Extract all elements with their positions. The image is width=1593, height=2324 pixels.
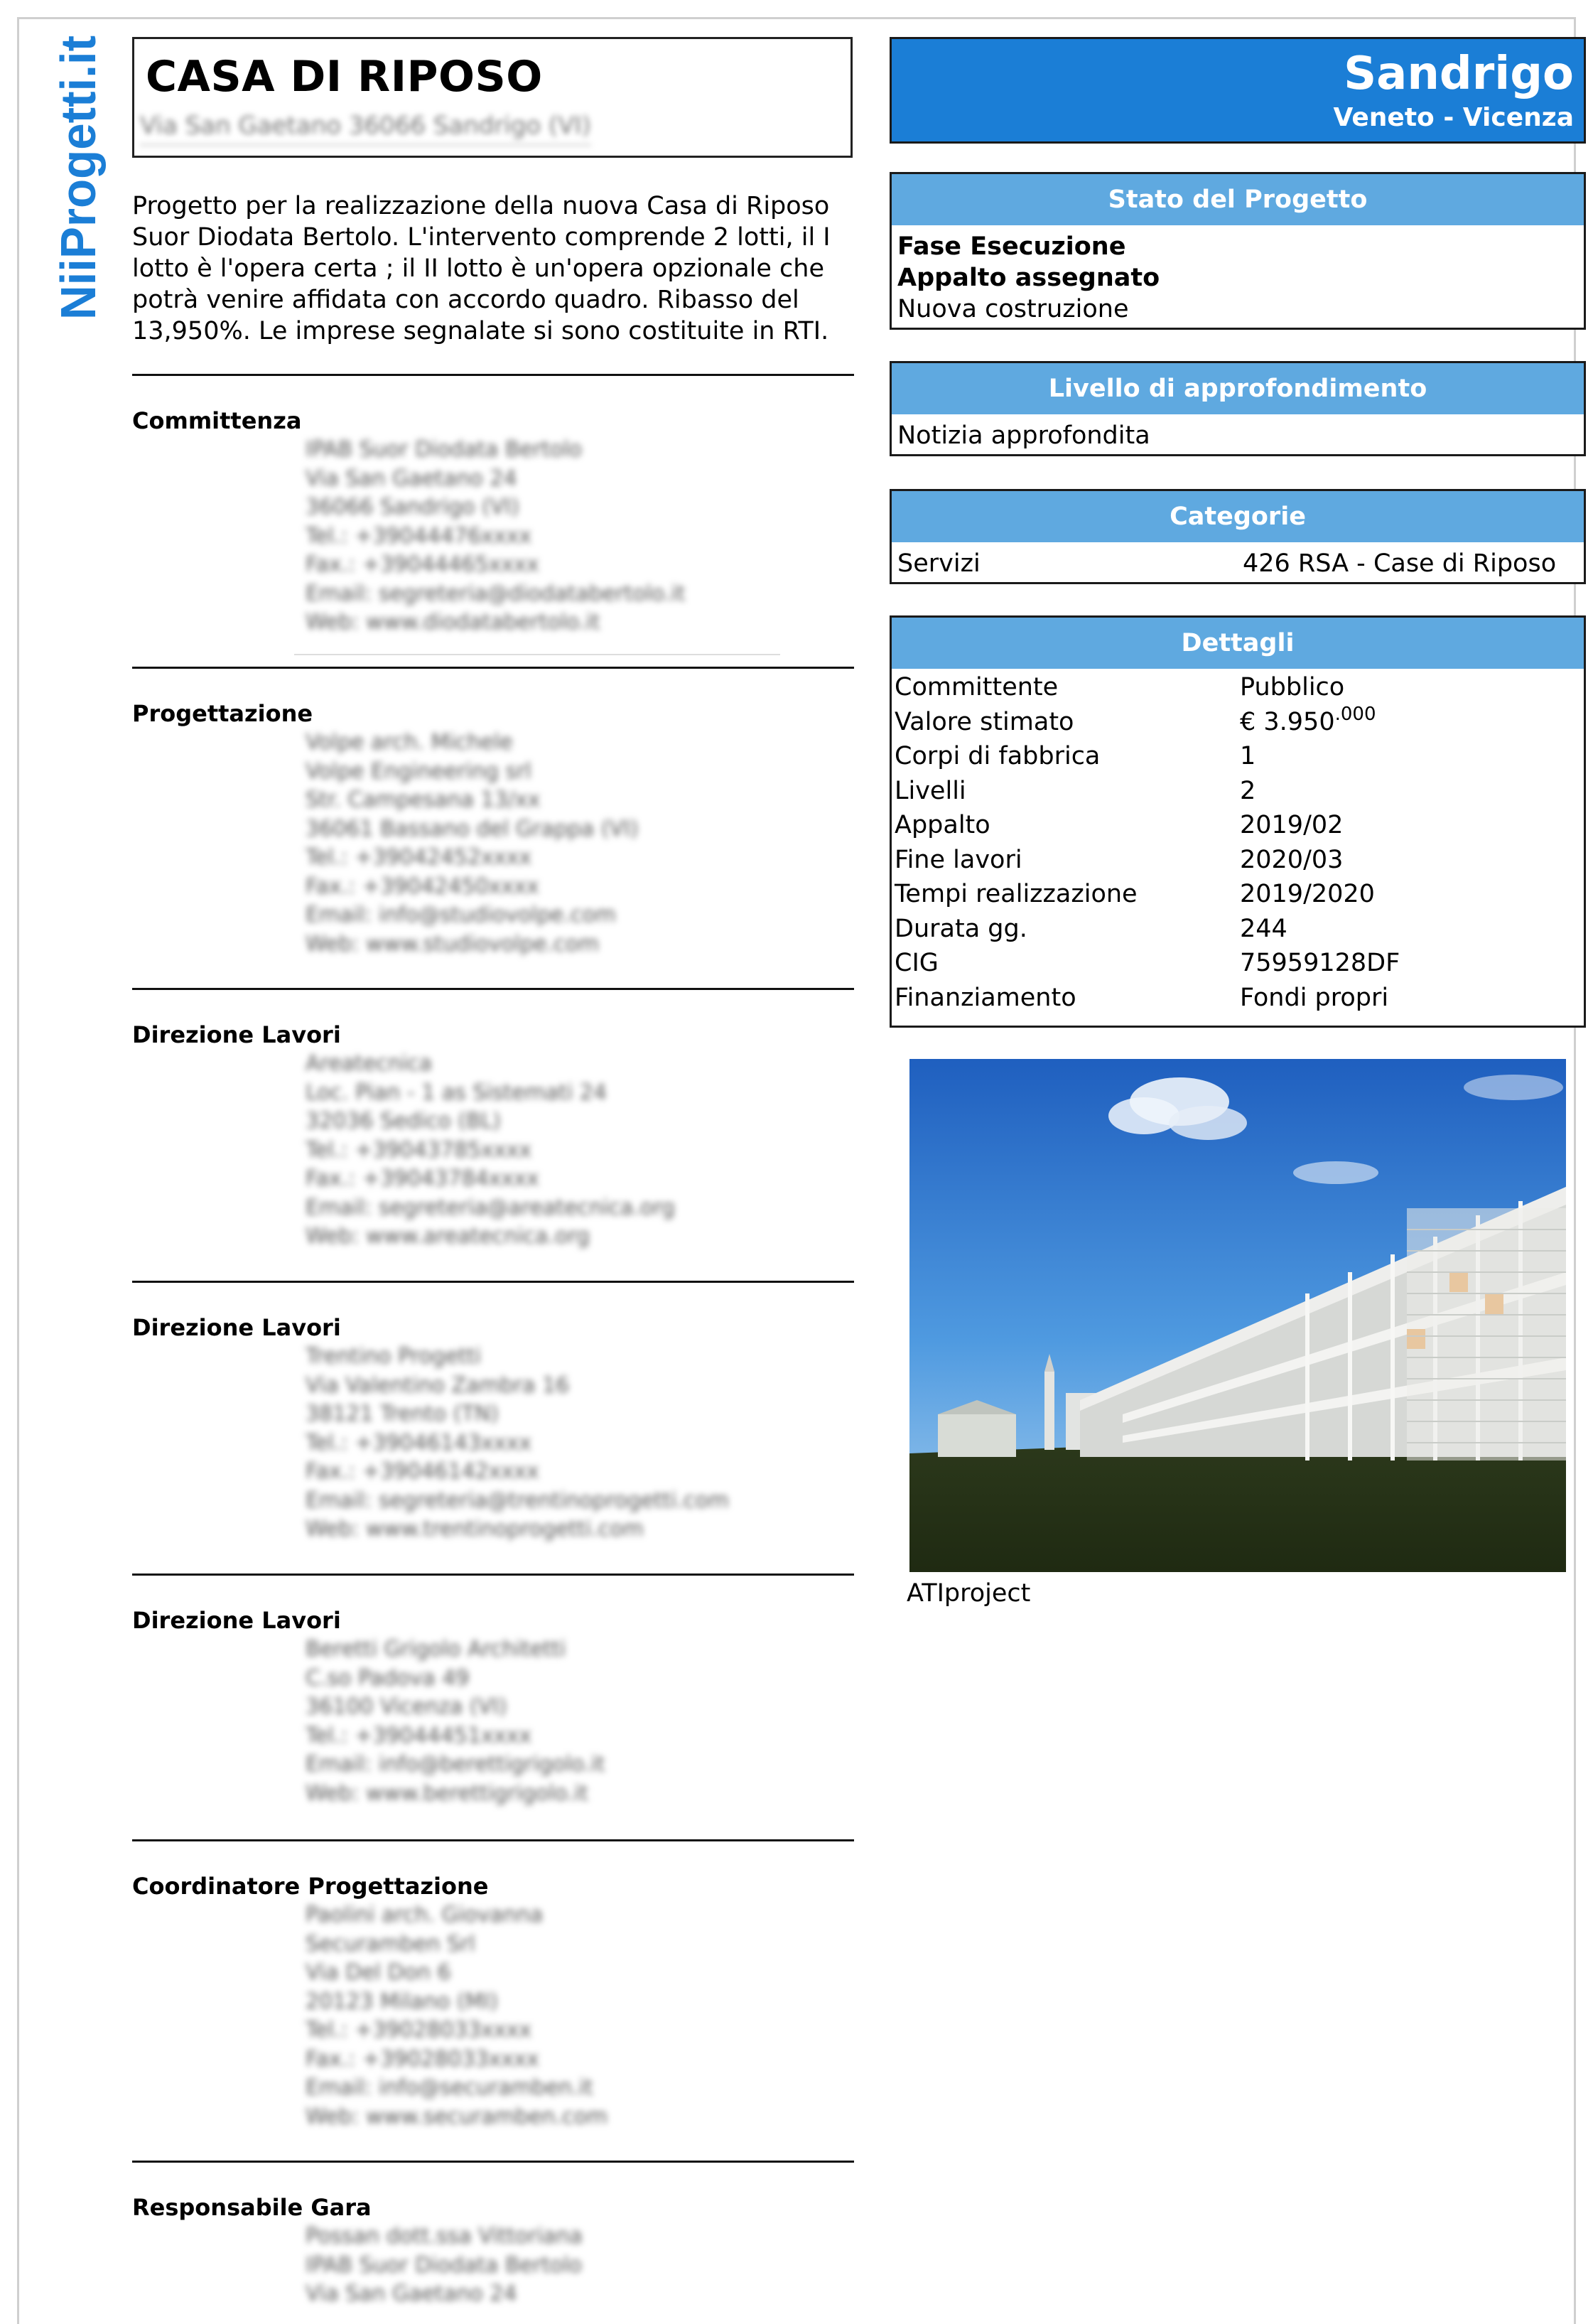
contact-line: Web: www.areatecnica.org <box>306 1224 590 1249</box>
detail-value-text: € 3.950 <box>1240 707 1335 736</box>
detail-key: CIG <box>895 949 939 977</box>
contact-line: Fax.: +39028033xxxx <box>306 2046 539 2072</box>
photo-caption: ATIproject <box>907 1579 1031 1608</box>
detail-value-text: 2019/02 <box>1240 811 1344 839</box>
detail-value <box>1240 981 1581 1016</box>
detail-row <box>895 670 1581 705</box>
categoria-label: Servizi <box>897 549 981 578</box>
contact-section <box>132 1573 854 1806</box>
dettagli-header: Dettagli <box>892 618 1584 669</box>
brand-logo[interactable] <box>43 28 114 320</box>
contact-line: Volpe arch. Michele <box>306 730 513 755</box>
contact-line: Email: segreteria@diodatabertolo.it <box>306 581 686 606</box>
contact-line: Tel.: +39046143xxxx <box>306 1430 532 1456</box>
contact-section <box>132 374 854 635</box>
contact-section <box>132 988 854 1249</box>
detail-value <box>1240 739 1581 774</box>
contact-section <box>132 1281 854 1542</box>
livello-header: Livello di approfondimento <box>892 363 1584 414</box>
contact-line: Web: www.studiovolpe.com <box>306 931 600 957</box>
stato-appalto: Appalto assegnato <box>897 264 1160 292</box>
contact-line: Volpe Engineering srl <box>306 758 531 784</box>
detail-value <box>1240 912 1581 947</box>
detail-key: Corpi di fabbrica <box>895 742 1101 770</box>
page-title: CASA DI RIPOSO <box>146 52 543 102</box>
detail-key: Valore stimato <box>895 707 1074 736</box>
contact-details <box>306 1635 605 1808</box>
contact-line: Email: segreteria@areatecnica.org <box>306 1195 675 1220</box>
contact-line: Email: segreteria@trentinoprogetti.com <box>306 1488 729 1513</box>
detail-value-text: 2019/2020 <box>1240 880 1375 908</box>
contact-line: C.so Padova 49 <box>306 1665 470 1691</box>
stato-header: Stato del Progetto <box>892 174 1584 225</box>
detail-key: Appalto <box>895 811 990 839</box>
contact-line: Web: www.securamben.com <box>306 2104 608 2129</box>
contact-line: IPAB Suor Diodata Bertolo <box>306 437 583 462</box>
detail-value <box>1240 843 1581 878</box>
detail-key: Durata gg. <box>895 914 1027 943</box>
detail-row <box>895 981 1581 1016</box>
detail-value-text: 2 <box>1240 776 1256 805</box>
stato-tipo: Nuova costruzione <box>897 295 1129 323</box>
contact-line: 32036 Sedico (BL) <box>306 1109 501 1134</box>
detail-row <box>895 774 1581 809</box>
contact-line: Via Valentino Zambra 16 <box>306 1372 570 1398</box>
stato-fase: Fase Esecuzione <box>897 232 1126 261</box>
section-title: Direzione Lavori <box>132 1021 341 1048</box>
project-photo[interactable] <box>909 1059 1566 1572</box>
contact-line: Tel.: +39044476xxxx <box>306 523 532 549</box>
detail-value-text: 75959128DF <box>1240 949 1400 977</box>
section-title: Progettazione <box>132 700 313 727</box>
contact-line: Tel.: +39043785xxxx <box>306 1137 532 1163</box>
detail-row <box>895 877 1581 912</box>
divider <box>294 654 780 655</box>
livello-value: Notizia approfondita <box>897 421 1150 450</box>
detail-value-text: Fondi propri <box>1240 983 1389 1012</box>
detail-row <box>895 946 1581 981</box>
stato-panel <box>890 172 1586 330</box>
contact-line: Fax.: +39046142xxxx <box>306 1459 539 1484</box>
contact-line: 38121 Trento (TN) <box>306 1402 499 1426</box>
detail-value <box>1240 808 1581 843</box>
detail-value <box>1240 946 1581 981</box>
section-title: Direzione Lavori <box>132 1314 341 1341</box>
contact-line: IPAB Suor Diodata Bertolo <box>306 2252 583 2278</box>
contact-line: Loc. Pian - 1 as Sistemati 24 <box>306 1080 607 1105</box>
detail-value-sup: .000 <box>1334 703 1376 725</box>
detail-row <box>895 843 1581 878</box>
contact-line: Email: info@securamben.it <box>306 2075 593 2100</box>
location-header <box>890 37 1586 144</box>
contact-line: Tel.: +39028033xxxx <box>306 2018 532 2043</box>
contact-line: Web: www.diodatabertolo.it <box>306 610 600 635</box>
contact-line: Via San Gaetano 24 <box>306 466 517 491</box>
contact-details <box>306 1343 729 1544</box>
contact-section <box>132 1839 854 2129</box>
contact-details <box>306 1050 675 1252</box>
contact-section <box>132 2161 854 2306</box>
contact-line: Paolini arch. Giovanna <box>306 1903 544 1927</box>
contact-line: Str. Campesana 13/xx <box>306 787 541 812</box>
section-title: Coordinatore Progettazione <box>132 1873 489 1900</box>
detail-key: Fine lavori <box>895 845 1022 874</box>
section-title: Committenza <box>132 407 302 434</box>
section-title: Responsabile Gara <box>132 2194 372 2221</box>
detail-key: Tempi realizzazione <box>895 880 1138 908</box>
contact-line: 36100 Vicenza (VI) <box>306 1694 507 1719</box>
contact-line: Possan dott.ssa Vittoriana <box>306 2224 583 2249</box>
contact-line: Email: info@studiovolpe.com <box>306 903 616 927</box>
contact-line: Securamben Srl <box>306 1931 475 1957</box>
contact-details <box>306 436 685 638</box>
contact-line: Beretti Grigolo Architetti <box>306 1637 566 1662</box>
detail-row <box>895 808 1581 843</box>
detail-value-text: 1 <box>1240 742 1256 770</box>
contact-line: Fax.: +39042450xxxx <box>306 873 539 899</box>
contact-line: Areatecnica <box>306 1051 432 1076</box>
detail-row <box>895 705 1581 740</box>
section-title: Direzione Lavori <box>132 1607 341 1634</box>
dettagli-panel <box>890 615 1586 1028</box>
contact-line: Trentino Progetti <box>306 1344 482 1369</box>
contact-line: Tel.: +39044451xxxx <box>306 1723 532 1748</box>
contact-details <box>306 728 639 959</box>
detail-value <box>1240 774 1581 809</box>
detail-key: Livelli <box>895 776 966 805</box>
contact-line: 20123 Milano (MI) <box>306 1989 498 2014</box>
contact-line: Email: info@berettigrigolo.it <box>306 1752 605 1777</box>
detail-value-text: Pubblico <box>1240 673 1345 701</box>
contact-line: Fax.: +39043784xxxx <box>306 1166 539 1191</box>
detail-value-text: 2020/03 <box>1240 845 1344 874</box>
detail-row <box>895 912 1581 947</box>
detail-value <box>1240 877 1581 912</box>
svg-text:NiiProgetti.it: NiiProgetti.it <box>50 28 106 320</box>
detail-value <box>1240 705 1581 740</box>
detail-row <box>895 739 1581 774</box>
contact-line: Web: www.trentinoprogetti.com <box>306 1517 644 1542</box>
detail-key: Committente <box>895 673 1059 701</box>
title-box <box>132 37 853 158</box>
contact-line: Web: www.berettigrigolo.it <box>306 1780 588 1806</box>
categorie-panel <box>890 489 1586 584</box>
categoria-value: 426 RSA - Case di Riposo <box>1243 549 1557 578</box>
contact-line: 36061 Bassano del Grappa (VI) <box>306 816 639 841</box>
detail-value-text: 244 <box>1240 914 1287 943</box>
contact-line: Tel.: +39042452xxxx <box>306 845 532 870</box>
livello-panel <box>890 361 1586 456</box>
project-address: Via San Gaetano 36066 Sandrigo (VI) <box>140 112 591 146</box>
contact-line: Via San Gaetano 24 <box>306 2281 517 2306</box>
contact-line: 36066 Sandrigo (VI) <box>306 495 519 520</box>
detail-key: Finanziamento <box>895 983 1076 1012</box>
region-name: Veneto - Vicenza <box>1333 103 1574 132</box>
categorie-header: Categorie <box>892 491 1584 542</box>
contact-details <box>306 1901 608 2131</box>
project-description: Progetto per la realizzazione della nuova Casa di Riposo Suor Diodata Bertolo. L'intervento comprende 2 lotti, il I lotto è l'opera certa ; il II lotto è un'opera opzionale che potrà venire affidata con accordo quadro. Ribasso del 13,950%. Le imprese segnalate si sono costituite in RTI. <box>132 192 831 345</box>
contact-section <box>132 667 854 957</box>
detail-value <box>1240 670 1581 705</box>
city-name: Sandrigo <box>1344 48 1574 100</box>
contact-line: Via Del Don 6 <box>306 1960 451 1985</box>
contact-details <box>306 2222 583 2309</box>
contact-line: Fax.: +39044465xxxx <box>306 552 539 577</box>
